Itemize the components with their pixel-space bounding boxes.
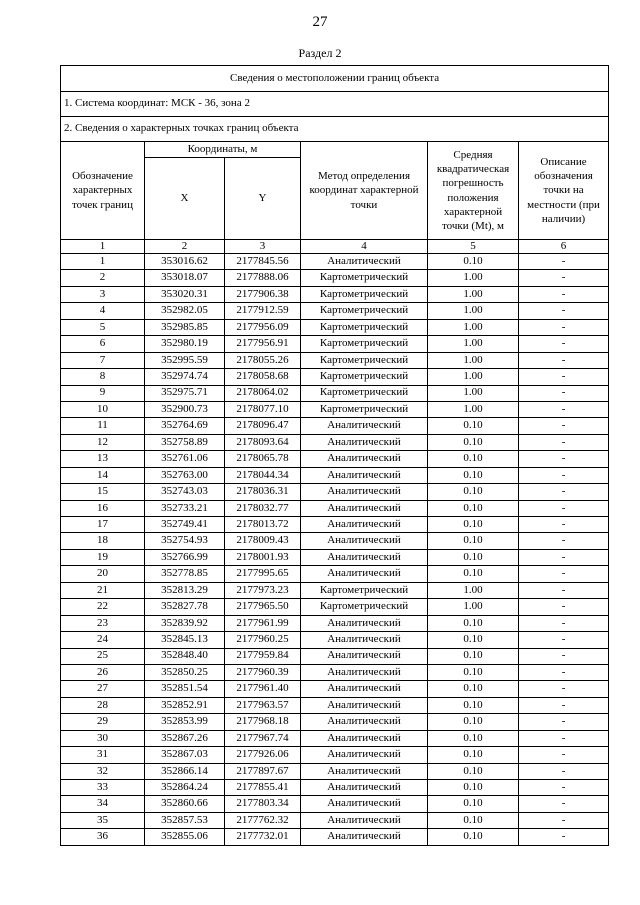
table-row — [61, 352, 609, 368]
cell-point-number: 26 — [61, 664, 145, 680]
cell-error: 0.10 — [428, 566, 519, 582]
cell-y: 2178077.10 — [225, 401, 301, 417]
cell-x: 352985.85 — [145, 319, 225, 335]
cell-description: - — [519, 549, 609, 565]
cell-method: Аналитический — [301, 664, 428, 680]
cell-point-number: 10 — [61, 401, 145, 417]
cell-method: Аналитический — [301, 763, 428, 779]
table-row — [61, 500, 609, 516]
section-label: Раздел 2 — [298, 46, 342, 60]
header-error: Средняя квадратическая погрешность положения характерной точки (Mt), м — [428, 142, 519, 240]
cell-description: - — [519, 648, 609, 664]
cell-method: Аналитический — [301, 566, 428, 582]
column-number: 5 — [428, 240, 519, 254]
cell-point-number: 12 — [61, 434, 145, 450]
cell-error: 0.10 — [428, 780, 519, 796]
cell-method: Картометрический — [301, 369, 428, 385]
cell-point-number: 8 — [61, 369, 145, 385]
cell-description: - — [519, 451, 609, 467]
cell-y: 2177995.65 — [225, 566, 301, 582]
cell-point-number: 28 — [61, 697, 145, 713]
cell-description: - — [519, 319, 609, 335]
cell-method: Аналитический — [301, 730, 428, 746]
table-row — [61, 467, 609, 483]
cell-y: 2177855.41 — [225, 780, 301, 796]
cell-y: 2178058.68 — [225, 369, 301, 385]
cell-x: 352813.29 — [145, 582, 225, 598]
cell-description: - — [519, 747, 609, 763]
cell-method: Аналитический — [301, 829, 428, 845]
cell-x: 352754.93 — [145, 533, 225, 549]
cell-error: 1.00 — [428, 352, 519, 368]
cell-y: 2178036.31 — [225, 484, 301, 500]
cell-x: 352851.54 — [145, 681, 225, 697]
cell-y: 2178001.93 — [225, 549, 301, 565]
cell-x: 352995.59 — [145, 352, 225, 368]
header-method: Метод определения координат характерной точки — [301, 142, 428, 240]
header-coordinates: Координаты, м — [145, 142, 301, 158]
table-row — [61, 615, 609, 631]
cell-y: 2177967.74 — [225, 730, 301, 746]
cell-error: 0.10 — [428, 829, 519, 845]
cell-point-number: 22 — [61, 599, 145, 615]
cell-point-number: 13 — [61, 451, 145, 467]
cell-method: Аналитический — [301, 780, 428, 796]
table-row — [61, 664, 609, 680]
cell-point-number: 14 — [61, 467, 145, 483]
cell-error: 0.10 — [428, 615, 519, 631]
table-row — [61, 747, 609, 763]
table-row — [61, 286, 609, 302]
cell-description: - — [519, 286, 609, 302]
cell-y: 2178013.72 — [225, 517, 301, 533]
cell-error: 0.10 — [428, 714, 519, 730]
cell-point-number: 2 — [61, 270, 145, 286]
cell-x: 352975.71 — [145, 385, 225, 401]
cell-point-number: 20 — [61, 566, 145, 582]
cell-x: 352867.26 — [145, 730, 225, 746]
cell-y: 2178064.02 — [225, 385, 301, 401]
cell-x: 352900.73 — [145, 401, 225, 417]
cell-x: 352852.91 — [145, 697, 225, 713]
cell-method: Аналитический — [301, 747, 428, 763]
cell-error: 0.10 — [428, 467, 519, 483]
cell-y: 2177845.56 — [225, 254, 301, 270]
cell-x: 353016.62 — [145, 254, 225, 270]
cell-error: 1.00 — [428, 369, 519, 385]
cell-point-number: 17 — [61, 517, 145, 533]
table-row — [61, 730, 609, 746]
cell-y: 2177965.50 — [225, 599, 301, 615]
cell-error: 0.10 — [428, 648, 519, 664]
cell-x: 352848.40 — [145, 648, 225, 664]
table-row — [61, 681, 609, 697]
cell-method: Картометрический — [301, 352, 428, 368]
cell-x: 352864.24 — [145, 780, 225, 796]
cell-x: 353018.07 — [145, 270, 225, 286]
cell-point-number: 7 — [61, 352, 145, 368]
cell-method: Аналитический — [301, 681, 428, 697]
cell-method: Аналитический — [301, 484, 428, 500]
cell-method: Аналитический — [301, 418, 428, 434]
table-row — [61, 533, 609, 549]
cell-y: 2177961.99 — [225, 615, 301, 631]
cell-description: - — [519, 681, 609, 697]
cell-error: 0.10 — [428, 747, 519, 763]
table-row — [61, 780, 609, 796]
table-row — [61, 303, 609, 319]
cell-error: 0.10 — [428, 664, 519, 680]
cell-point-number: 25 — [61, 648, 145, 664]
cell-point-number: 34 — [61, 796, 145, 812]
cell-point-number: 15 — [61, 484, 145, 500]
cell-error: 1.00 — [428, 286, 519, 302]
cell-error: 0.10 — [428, 812, 519, 828]
cell-method: Аналитический — [301, 632, 428, 648]
cell-description: - — [519, 615, 609, 631]
table-title: Сведения о местоположении границ объекта — [61, 66, 609, 92]
cell-y: 2177963.57 — [225, 697, 301, 713]
cell-error: 0.10 — [428, 681, 519, 697]
cell-error: 0.10 — [428, 549, 519, 565]
column-number: 3 — [225, 240, 301, 254]
cell-method: Картометрический — [301, 319, 428, 335]
cell-error: 0.10 — [428, 517, 519, 533]
cell-y: 2177762.32 — [225, 812, 301, 828]
cell-method: Аналитический — [301, 533, 428, 549]
cell-error: 1.00 — [428, 270, 519, 286]
cell-method: Аналитический — [301, 467, 428, 483]
table-row — [61, 599, 609, 615]
cell-description: - — [519, 697, 609, 713]
table-row — [61, 385, 609, 401]
cell-y: 2177959.84 — [225, 648, 301, 664]
cell-error: 0.10 — [428, 632, 519, 648]
cell-description: - — [519, 270, 609, 286]
cell-point-number: 35 — [61, 812, 145, 828]
table-row — [61, 270, 609, 286]
cell-method: Картометрический — [301, 401, 428, 417]
column-number: 2 — [145, 240, 225, 254]
cell-error: 0.10 — [428, 418, 519, 434]
cell-method: Аналитический — [301, 549, 428, 565]
cell-error: 0.10 — [428, 484, 519, 500]
header-x: X — [145, 158, 225, 240]
cell-error: 0.10 — [428, 434, 519, 450]
cell-description: - — [519, 632, 609, 648]
cell-point-number: 11 — [61, 418, 145, 434]
table-row — [61, 582, 609, 598]
page-number: 27 — [312, 14, 328, 30]
cell-y: 2178009.43 — [225, 533, 301, 549]
cell-y: 2178044.34 — [225, 467, 301, 483]
table-row — [61, 812, 609, 828]
table-row — [61, 434, 609, 450]
cell-description: - — [519, 336, 609, 352]
cell-description: - — [519, 369, 609, 385]
cell-x: 352764.69 — [145, 418, 225, 434]
cell-x: 352758.89 — [145, 434, 225, 450]
cell-x: 352853.99 — [145, 714, 225, 730]
cell-x: 352761.06 — [145, 451, 225, 467]
cell-description: - — [519, 467, 609, 483]
header-description: Описание обозначения точки на местности (при наличии) — [519, 142, 609, 240]
cell-method: Картометрический — [301, 582, 428, 598]
cell-method: Картометрический — [301, 336, 428, 352]
table-row — [61, 697, 609, 713]
cell-point-number: 24 — [61, 632, 145, 648]
cell-x: 352778.85 — [145, 566, 225, 582]
cell-method: Аналитический — [301, 648, 428, 664]
cell-x: 352827.78 — [145, 599, 225, 615]
cell-error: 0.10 — [428, 796, 519, 812]
cell-method: Картометрический — [301, 385, 428, 401]
header-designation: Обозначение характерных точек границ — [61, 142, 145, 240]
cell-error: 1.00 — [428, 385, 519, 401]
table-row — [61, 418, 609, 434]
boundary-points-table — [60, 65, 609, 846]
column-number: 4 — [301, 240, 428, 254]
cell-point-number: 18 — [61, 533, 145, 549]
cell-y: 2177926.06 — [225, 747, 301, 763]
points-heading: 2. Сведения о характерных точках границ объекта — [61, 117, 609, 142]
table-row — [61, 336, 609, 352]
cell-y: 2178032.77 — [225, 500, 301, 516]
cell-x: 352766.99 — [145, 549, 225, 565]
cell-x: 352974.74 — [145, 369, 225, 385]
column-number: 1 — [61, 240, 145, 254]
cell-description: - — [519, 303, 609, 319]
cell-point-number: 29 — [61, 714, 145, 730]
cell-description: - — [519, 796, 609, 812]
cell-description: - — [519, 664, 609, 680]
cell-y: 2177803.34 — [225, 796, 301, 812]
cell-point-number: 36 — [61, 829, 145, 845]
table-row — [61, 566, 609, 582]
cell-point-number: 9 — [61, 385, 145, 401]
cell-error: 0.10 — [428, 533, 519, 549]
cell-description: - — [519, 780, 609, 796]
cell-point-number: 5 — [61, 319, 145, 335]
table-row — [61, 484, 609, 500]
cell-y: 2177973.23 — [225, 582, 301, 598]
table-row — [61, 369, 609, 385]
cell-point-number: 27 — [61, 681, 145, 697]
cell-method: Аналитический — [301, 451, 428, 467]
cell-y: 2178055.26 — [225, 352, 301, 368]
table-row — [61, 648, 609, 664]
cell-description: - — [519, 566, 609, 582]
cell-method: Картометрический — [301, 286, 428, 302]
cell-error: 1.00 — [428, 319, 519, 335]
cell-y: 2177732.01 — [225, 829, 301, 845]
cell-description: - — [519, 385, 609, 401]
cell-method: Аналитический — [301, 697, 428, 713]
cell-x: 352855.06 — [145, 829, 225, 845]
cell-description: - — [519, 582, 609, 598]
cell-error: 1.00 — [428, 303, 519, 319]
cell-description: - — [519, 352, 609, 368]
cell-description: - — [519, 517, 609, 533]
cell-method: Аналитический — [301, 714, 428, 730]
cell-description: - — [519, 812, 609, 828]
cell-y: 2177956.09 — [225, 319, 301, 335]
cell-method: Аналитический — [301, 517, 428, 533]
cell-description: - — [519, 829, 609, 845]
cell-error: 0.10 — [428, 730, 519, 746]
cell-description: - — [519, 484, 609, 500]
cell-error: 0.10 — [428, 500, 519, 516]
table-row — [61, 254, 609, 270]
cell-point-number: 16 — [61, 500, 145, 516]
cell-error: 1.00 — [428, 336, 519, 352]
cell-description: - — [519, 763, 609, 779]
cell-point-number: 32 — [61, 763, 145, 779]
cell-point-number: 30 — [61, 730, 145, 746]
cell-y: 2177960.39 — [225, 664, 301, 680]
table-row — [61, 517, 609, 533]
cell-x: 352850.25 — [145, 664, 225, 680]
cell-point-number: 33 — [61, 780, 145, 796]
cell-description: - — [519, 714, 609, 730]
table-row — [61, 632, 609, 648]
cell-point-number: 23 — [61, 615, 145, 631]
cell-description: - — [519, 599, 609, 615]
cell-error: 1.00 — [428, 401, 519, 417]
cell-description: - — [519, 730, 609, 746]
cell-point-number: 3 — [61, 286, 145, 302]
cell-method: Аналитический — [301, 615, 428, 631]
cell-method: Аналитический — [301, 434, 428, 450]
header-y: Y — [225, 158, 301, 240]
cell-point-number: 21 — [61, 582, 145, 598]
cell-y: 2177912.59 — [225, 303, 301, 319]
cell-description: - — [519, 418, 609, 434]
cell-description: - — [519, 533, 609, 549]
cell-error: 0.10 — [428, 763, 519, 779]
cell-y: 2177888.06 — [225, 270, 301, 286]
cell-error: 0.10 — [428, 254, 519, 270]
cell-x: 352763.00 — [145, 467, 225, 483]
cell-y: 2177961.40 — [225, 681, 301, 697]
cell-method: Картометрический — [301, 270, 428, 286]
cell-x: 352866.14 — [145, 763, 225, 779]
table-row — [61, 796, 609, 812]
table-row — [61, 401, 609, 417]
column-number: 6 — [519, 240, 609, 254]
cell-x: 353020.31 — [145, 286, 225, 302]
cell-y: 2178096.47 — [225, 418, 301, 434]
cell-description: - — [519, 254, 609, 270]
cell-point-number: 19 — [61, 549, 145, 565]
cell-x: 352839.92 — [145, 615, 225, 631]
cell-y: 2177956.91 — [225, 336, 301, 352]
cell-error: 0.10 — [428, 697, 519, 713]
cell-x: 352982.05 — [145, 303, 225, 319]
cell-method: Аналитический — [301, 500, 428, 516]
cell-x: 352980.19 — [145, 336, 225, 352]
cell-method: Аналитический — [301, 254, 428, 270]
column-number-row — [61, 240, 609, 254]
cell-x: 352867.03 — [145, 747, 225, 763]
cell-point-number: 6 — [61, 336, 145, 352]
cell-method: Картометрический — [301, 599, 428, 615]
cell-method: Картометрический — [301, 303, 428, 319]
cell-method: Аналитический — [301, 796, 428, 812]
table-row — [61, 549, 609, 565]
cell-method: Аналитический — [301, 812, 428, 828]
table-row — [61, 319, 609, 335]
table-row — [61, 714, 609, 730]
cell-point-number: 4 — [61, 303, 145, 319]
cell-x: 352743.03 — [145, 484, 225, 500]
cell-description: - — [519, 401, 609, 417]
coord-system-line: 1. Система координат: МСК - 36, зона 2 — [61, 92, 609, 117]
cell-point-number: 31 — [61, 747, 145, 763]
cell-y: 2177960.25 — [225, 632, 301, 648]
cell-x: 352749.41 — [145, 517, 225, 533]
cell-y: 2178065.78 — [225, 451, 301, 467]
cell-x: 352860.66 — [145, 796, 225, 812]
cell-x: 352733.21 — [145, 500, 225, 516]
cell-description: - — [519, 500, 609, 516]
cell-point-number: 1 — [61, 254, 145, 270]
table-row — [61, 451, 609, 467]
cell-y: 2178093.64 — [225, 434, 301, 450]
cell-description: - — [519, 434, 609, 450]
cell-y: 2177897.67 — [225, 763, 301, 779]
cell-y: 2177906.38 — [225, 286, 301, 302]
cell-error: 1.00 — [428, 582, 519, 598]
cell-error: 0.10 — [428, 451, 519, 467]
table-row — [61, 763, 609, 779]
cell-error: 1.00 — [428, 599, 519, 615]
cell-y: 2177968.18 — [225, 714, 301, 730]
cell-x: 352845.13 — [145, 632, 225, 648]
table-row — [61, 829, 609, 845]
cell-x: 352857.53 — [145, 812, 225, 828]
